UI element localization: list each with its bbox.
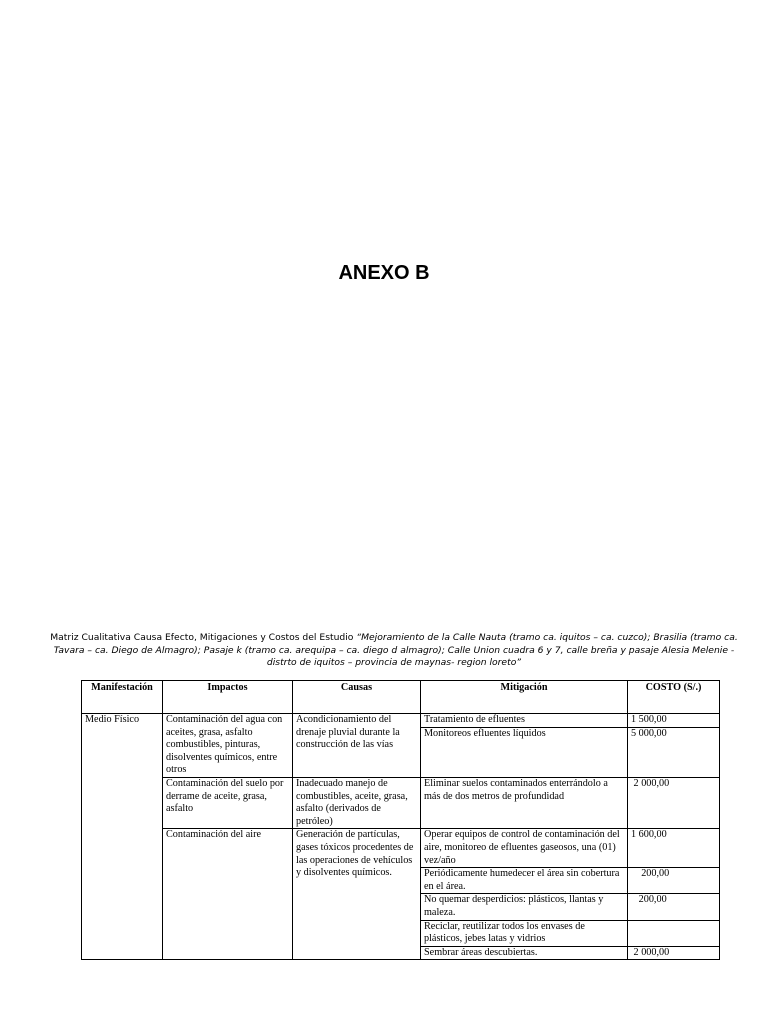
table-row bbox=[82, 714, 720, 728]
mitigation-cell: No quemar desperdicios: plásticos, llantas y maleza. bbox=[421, 894, 628, 920]
cost-cell: 1 600,00 bbox=[628, 829, 720, 868]
header-costo: COSTO (S/.) bbox=[628, 681, 720, 714]
cost-cell: 200,00 bbox=[628, 894, 720, 920]
table-row bbox=[82, 777, 720, 828]
cost-cell: 2 000,00 bbox=[628, 946, 720, 960]
impact-cell: Contaminación del agua con aceites, grasa, asfalto combustibles, pinturas, disolventes químicos, entre otros bbox=[163, 714, 293, 778]
caption-text: Matriz Cualitativa Causa Efecto, Mitigaciones y Costos del Estudio bbox=[50, 632, 357, 643]
cause-effect-matrix-table bbox=[81, 680, 720, 960]
mitigation-cell: Monitoreos efluentes líquidos bbox=[421, 727, 628, 777]
cost-cell: 2 000,00 bbox=[628, 777, 720, 828]
cost-cell: 200,00 bbox=[628, 868, 720, 894]
mitigation-cell: Sembrar áreas descubiertas. bbox=[421, 946, 628, 960]
table-row bbox=[82, 829, 720, 868]
mitigation-cell: Tratamiento de efluentes bbox=[421, 714, 628, 728]
impact-cell: Contaminación del suelo por derrame de aceite, grasa, asfalto bbox=[163, 777, 293, 828]
cause-cell: Inadecuado manejo de combustibles, aceite, grasa, asfalto (derivados de petróleo) bbox=[293, 777, 421, 828]
manifestation-cell: Medio Físico bbox=[82, 714, 163, 960]
cause-cell: Generación de partículas, gases tóxicos procedentes de las operaciones de vehículos y disolventes químicos. bbox=[293, 829, 421, 960]
header-causas: Causas bbox=[293, 681, 421, 714]
header-impactos: Impactos bbox=[163, 681, 293, 714]
caption-study-title: “Mejoramiento de la Calle Nauta (tramo ca. iquitos – ca. cuzco); Brasilia (tramo ca. Tavara – ca. Diego de Almagro); Pasaje k (tramo ca. arequipa – ca. diego d almagro); Calle Union cuadra 6 y 7, calle breña y pasaje Alesia Melenie - distrto de iquitos – provincia de maynas- region loreto” bbox=[53, 632, 738, 668]
cost-cell: 1 500,00 bbox=[628, 714, 720, 728]
mitigation-cell: Reciclar, reutilizar todos los envases de plásticos, jebes latas y vidrios bbox=[421, 920, 628, 946]
cost-cell: 5 000,00 bbox=[628, 727, 720, 777]
header-manifestacion: Manifestación bbox=[82, 681, 163, 714]
cause-cell: Acondicionamiento del drenaje pluvial durante la construcción de las vías bbox=[293, 714, 421, 778]
mitigation-cell: Operar equipos de control de contaminación del aire, monitoreo de efluentes gaseosos, una (01) vez/año bbox=[421, 829, 628, 868]
header-mitigacion: Mitigación bbox=[421, 681, 628, 714]
page-heading: ANEXO B bbox=[338, 262, 430, 284]
mitigation-cell: Eliminar suelos contaminados enterrándolo a más de dos metros de profundidad bbox=[421, 777, 628, 828]
table-header-row bbox=[82, 681, 720, 714]
impact-cell: Contaminación del aire bbox=[163, 829, 293, 960]
table-caption bbox=[44, 632, 744, 670]
mitigation-cell: Periódicamente humedecer el área sin cobertura en el área. bbox=[421, 868, 628, 894]
cost-cell bbox=[628, 920, 720, 946]
